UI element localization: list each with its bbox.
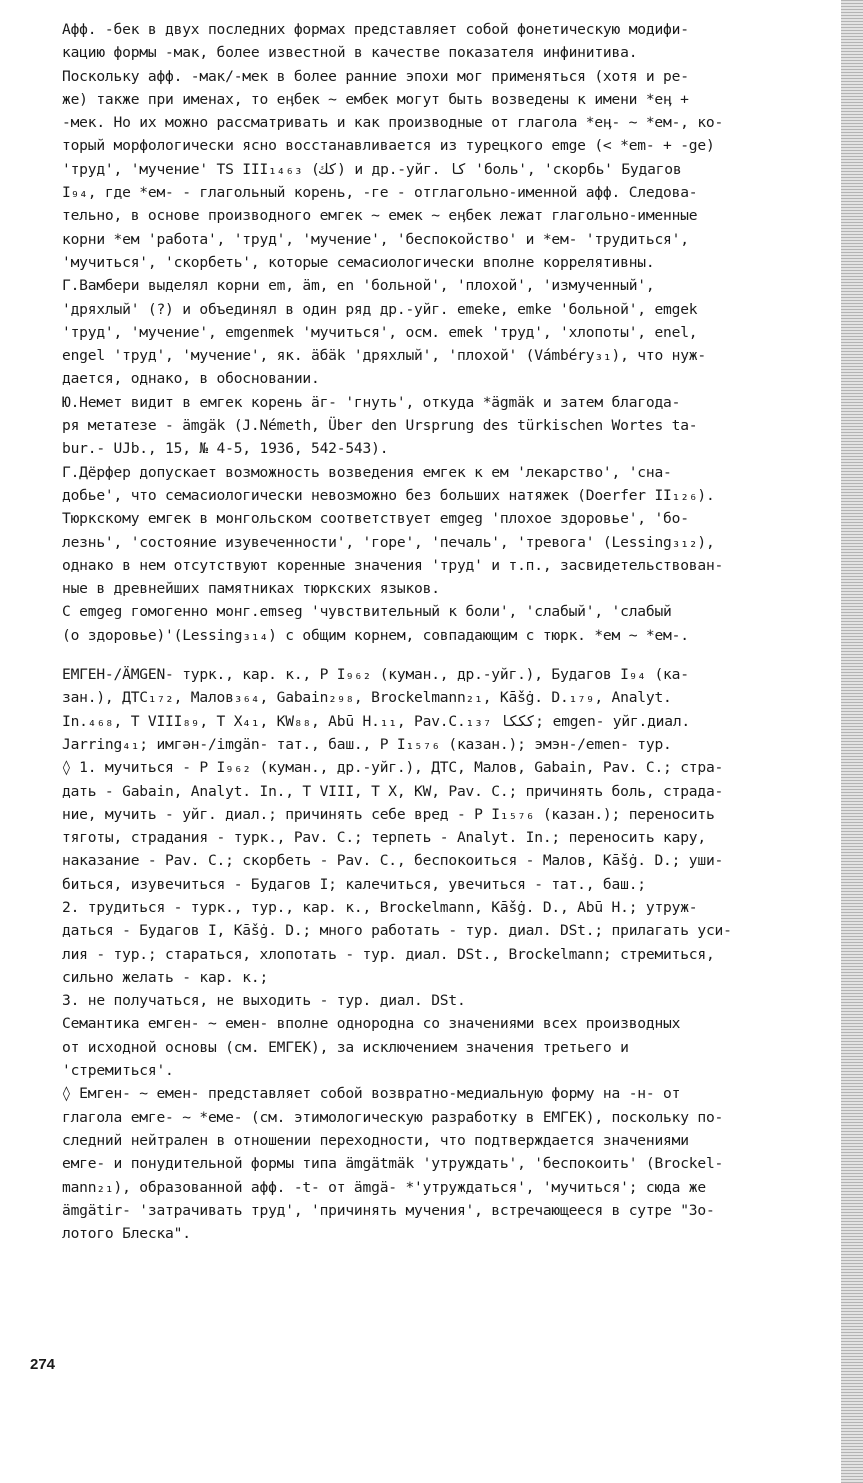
text-line: In.₄₆₈, Т VIII₈₉, Т X₄₁, KW₈₈, Abū H.₁₁, Pav.C.₁₃₇ كككا; emgen- уйг.диал.	[62, 712, 691, 730]
text-line: сильно желать - кар. к.;	[62, 968, 269, 986]
text-line: Г.Дёрфер допускает возможность возведения емгек к ем 'лекарство', 'сна-	[62, 463, 672, 481]
text-line: Тюркскому емгек в монгольском соответствует emgeg 'плохое здоровье', 'бо-	[62, 510, 689, 528]
text-line: bur.- UJb., 15, № 4-5, 1936, 542-543).	[62, 440, 389, 458]
text-line: Поскольку афф. -мак/-мек в более ранние эпохи мог применяться (хотя и ре-	[62, 67, 689, 85]
text-line: следний нейтрален в отношении переходности, что подтверждается значениями	[62, 1131, 689, 1149]
text-line: же) также при именах, то еӊбек ~ ембек могут быть возведены к имени *еӊ +	[62, 90, 689, 108]
text-line: тяготы, страдания - турк., Pav. C.; терпеть - Analyt. In.; переносить кару,	[62, 829, 706, 847]
scan-edge-shadow	[841, 0, 863, 1483]
text-line: Jarring₄₁; имгән-/imgän- тат., баш., Р I₁₅₇₆ (казан.); эмэн-/emen- тур.	[62, 735, 672, 753]
text-line: ämgätir- 'затрачивать труд', 'причинять мучения', встречающееся в сутре "Зо-	[62, 1201, 715, 1219]
text-line: ◊ 1. мучиться - Р I₉₆₂ (куман., др.-уйг.), ДТС, Малов, Gabain, Pav. C.; стра-	[62, 759, 724, 777]
text-line: лия - тур.; стараться, хлопотать - тур. диал. DSt., Brockelmann; стремиться,	[62, 945, 715, 963]
text-line: ЕМГЕН-/ÄMGEN- турк., кар. к., Р I₉₆₂ (куман., др.-уйг.), Будагов I₉₄ (ка-	[62, 666, 689, 684]
text-line: -мек. Но их можно рассматривать и как производные от глагола *еӊ- ~ *ем-, ко-	[62, 114, 724, 132]
text-line: наказание - Pav. C.; скорбеть - Pav. C., беспокоиться - Малов, Kāšġ. D.; уши-	[62, 852, 724, 870]
text-line: engel 'труд', 'мучение', як. äбäk 'дряхлый', 'плохой' (Vámbéry₃₁), что нуж-	[62, 347, 706, 365]
text-line: I₉₄, где *ем- - глагольный корень, -ге - отглагольно-именной афф. Следова-	[62, 184, 698, 202]
text-line: лотого Блеска".	[62, 1225, 191, 1243]
text-line: Г.Вамбери выделял корни em, äm, en 'больной', 'плохой', 'измученный',	[62, 277, 655, 295]
text-line: 'дряхлый' (?) и объединял в один ряд др.-уйг. emeke, emke 'больной', emgek	[62, 300, 698, 318]
text-line: mann₂₁), образованной афф. -t- от ämgä- *'утруждаться', 'мучиться'; сюда же	[62, 1178, 706, 1196]
text-line: 'труд', 'мучение', emgenmek 'мучиться', осм. emek 'труд', 'хлопоты', enel,	[62, 323, 698, 341]
text-line: 'труд', 'мучение' TS III₁₄₆₃ (كك) и др.-уйг. كا 'боль', 'скорбь' Будагов	[62, 160, 682, 178]
text-line: ря метатезе - ämgäk (J.Németh, Über den Ursprung des türkischen Wortes ta-	[62, 417, 698, 435]
section-gap	[62, 647, 838, 663]
text-line: 'стремиться'.	[62, 1062, 174, 1080]
text-line: дать - Gabain, Analyt. In., Т VIII, Т X, KW, Pav. C.; причинять боль, страда-	[62, 782, 724, 800]
text-line: ные в древнейших памятниках тюркских языков.	[62, 580, 440, 598]
text-line: торый морфологически ясно восстанавливается из турецкого emge (< *em- + -ge)	[62, 137, 715, 155]
body-text	[62, 18, 838, 1245]
text-line: 2. трудиться - турк., тур., кар. к., Brockelmann, Kāšġ. D., Abū H.; утруж-	[62, 898, 698, 916]
text-line: глагола емге- ~ *еме- (см. этимологическую разработку в ЕМГЕК), поскольку по-	[62, 1108, 724, 1126]
text-line: зан.), ДТС₁₇₂, Малов₃₆₄, Gabain₂₉₈, Brockelmann₂₁, Kāšġ. D.₁₇₉, Analyt.	[62, 689, 672, 707]
text-line: Афф. -бек в двух последних формах представляет собой фонетическую модифи-	[62, 21, 689, 38]
text-line: лезнь', 'состояние изувеченности', 'горе', 'печаль', 'тревога' (Lessing₃₁₂),	[62, 533, 715, 551]
text-line: (о здоровье)'(Lessing₃₁₄) с общим корнем, совпадающим с тюрк. *ем ~ *ем-.	[62, 626, 689, 644]
text-line: от исходной основы (см. ЕМГЕК), за исключением значения третьего и	[62, 1038, 629, 1056]
text-line: 'мучиться', 'скорбеть', которые семасиологически вполне коррелятивны.	[62, 253, 655, 271]
text-line: ◊ Емген- ~ емен- представляет собой возвратно-медиальную форму на -н- от	[62, 1085, 681, 1103]
text-line: даться - Будагов I, Kāšġ. D.; много работать - тур. диал. DSt.; прилагать уси-	[62, 922, 732, 940]
text-line: однако в нем отсутствуют коренные значения 'труд' и т.п., засвидетельствован-	[62, 556, 724, 574]
text-line: ние, мучить - уйг. диал.; причинять себе вред - Р I₁₅₇₆ (казан.); переносить	[62, 805, 715, 823]
text-line: С emgeg гомогенно монг.emseg 'чувствительный к боли', 'слабый', 'слабый	[62, 603, 672, 621]
text-line: 3. не получаться, не выходить - тур. диал. DSt.	[62, 992, 466, 1010]
text-line: дается, однако, в обосновании.	[62, 370, 320, 388]
text-line: кацию формы -мак, более известной в качестве показателя инфинитива.	[62, 44, 638, 62]
text-line: емге- и понудительной формы типа ämgätmäk 'утруждать', 'беспокоить' (Brockel-	[62, 1155, 724, 1173]
page-number: 274	[30, 1356, 56, 1373]
text-line: тельно, в основе производного емгек ~ емек ~ еӊбек лежат глагольно-именные	[62, 207, 698, 225]
text-line: Ю.Немет видит в емгек корень äг- 'гнуть', откуда *ägmäk и затем благода-	[62, 393, 681, 411]
text-line: биться, изувечиться - Будагов I; калечиться, увечиться - тат., баш.;	[62, 875, 646, 893]
text-line: Семантика емген- ~ емен- вполне однородна со значениями всех производных	[62, 1015, 681, 1033]
text-line: добье', что семасиологически невозможно без больших натяжек (Doerfer II₁₂₆).	[62, 486, 715, 504]
text-line: корни *ем 'работа', 'труд', 'мучение', 'беспокойство' и *ем- 'трудиться',	[62, 230, 689, 248]
